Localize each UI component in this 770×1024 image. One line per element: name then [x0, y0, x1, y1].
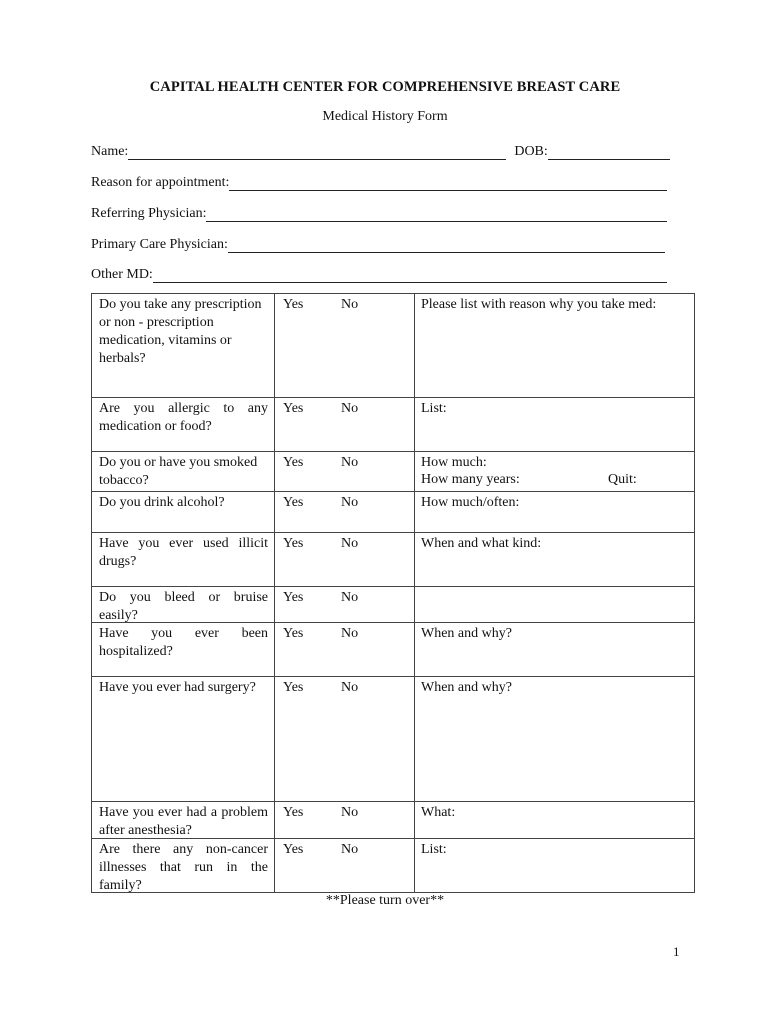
yes-option[interactable]: Yes [283, 805, 304, 820]
no-option[interactable]: No [333, 294, 415, 397]
no-option[interactable]: No [333, 492, 415, 532]
form-title: CAPITAL HEALTH CENTER FOR COMPREHENSIVE BREAST CARE [149, 79, 621, 95]
detail-label: List: [421, 842, 447, 857]
question-cell: Are there any non-cancer illnesses that run in the family? [92, 839, 275, 892]
no-option[interactable]: No [333, 452, 415, 491]
detail-cell[interactable] [415, 533, 694, 586]
no-option[interactable]: No [333, 802, 415, 838]
referring-row [91, 202, 667, 222]
detail-label: What: [421, 805, 456, 820]
detail-cell[interactable] [415, 492, 694, 532]
detail-cell[interactable] [415, 398, 694, 451]
no-option[interactable]: No [333, 533, 415, 586]
dob-label: DOB: [514, 144, 548, 159]
yes-option[interactable]: Yes [283, 590, 304, 605]
yes-option[interactable]: Yes [283, 297, 304, 312]
question-cell: Have you ever been hospitalized? [92, 623, 275, 676]
turn-over-note: **Please turn over** [325, 893, 445, 908]
detail-cell[interactable] [415, 587, 694, 622]
table-row [92, 532, 694, 586]
question-cell: Do you drink alcohol? [92, 492, 275, 532]
question-cell: Do you take any prescription or non - prescription medication, vitamins or herbals? [92, 294, 275, 397]
question-cell: Do you bleed or bruise easily? [92, 587, 275, 622]
other-md-field[interactable] [153, 269, 667, 283]
table-row [92, 676, 694, 801]
yes-option[interactable]: Yes [283, 401, 304, 416]
detail-label: How much: [421, 455, 487, 470]
dob-field[interactable] [548, 146, 670, 160]
name-label: Name: [91, 144, 129, 159]
table-row [92, 491, 694, 532]
no-option[interactable]: No [333, 839, 415, 892]
table-row [92, 801, 694, 838]
yes-option[interactable]: Yes [283, 842, 304, 857]
detail-cell[interactable] [415, 802, 694, 838]
detail-label: When and what kind: [421, 536, 542, 551]
history-table [91, 293, 695, 893]
detail-label: How much/often: [421, 495, 520, 510]
reason-field[interactable] [229, 177, 667, 191]
referring-physician-field[interactable] [206, 208, 667, 222]
table-row [92, 451, 694, 491]
other-md-label: Other MD: [91, 267, 153, 282]
no-option[interactable]: No [333, 587, 415, 622]
primary-row [91, 233, 665, 253]
no-option[interactable]: No [333, 398, 415, 451]
question-cell: Do you or have you smoked tobacco? [92, 452, 275, 491]
detail-cell[interactable] [415, 677, 694, 801]
form-subtitle: Medical History Form [322, 109, 448, 124]
question-cell: Have you ever used illicit drugs? [92, 533, 275, 586]
yes-option[interactable]: Yes [283, 626, 304, 641]
name-dob-row [91, 140, 670, 160]
primary-care-physician-label: Primary Care Physician: [91, 237, 228, 252]
other-md-row [91, 263, 667, 283]
yes-option[interactable]: Yes [283, 536, 304, 551]
detail-cell[interactable] [415, 294, 694, 397]
question-cell: Are you allergic to any medication or food? [92, 398, 275, 451]
page-number: 1 [673, 944, 680, 959]
question-cell: Have you ever had surgery? [92, 677, 275, 801]
detail-label: Please list with reason why you take med: [421, 297, 657, 312]
table-row [92, 397, 694, 451]
detail-cell[interactable] [415, 623, 694, 676]
table-row [92, 838, 694, 892]
table-row [92, 586, 694, 622]
question-cell: Have you ever had a problem after anesthesia? [92, 802, 275, 838]
detail-label: When and why? [421, 626, 512, 641]
yes-option[interactable]: Yes [283, 455, 304, 470]
table-row [92, 294, 694, 397]
detail-cell[interactable] [415, 452, 694, 491]
detail-cell[interactable] [415, 839, 694, 892]
detail-label-years: How many years: [421, 472, 520, 487]
detail-label-quit: Quit: [608, 472, 637, 487]
yes-option[interactable]: Yes [283, 680, 304, 695]
yes-option[interactable]: Yes [283, 495, 304, 510]
reason-row [91, 171, 667, 191]
table-row [92, 622, 694, 676]
detail-label: List: [421, 401, 447, 416]
primary-care-physician-field[interactable] [228, 239, 665, 253]
name-field[interactable] [128, 146, 506, 160]
referring-physician-label: Referring Physician: [91, 206, 207, 221]
reason-label: Reason for appointment: [91, 175, 230, 190]
no-option[interactable]: No [333, 623, 415, 676]
detail-label: When and why? [421, 680, 512, 695]
no-option[interactable]: No [333, 677, 415, 801]
